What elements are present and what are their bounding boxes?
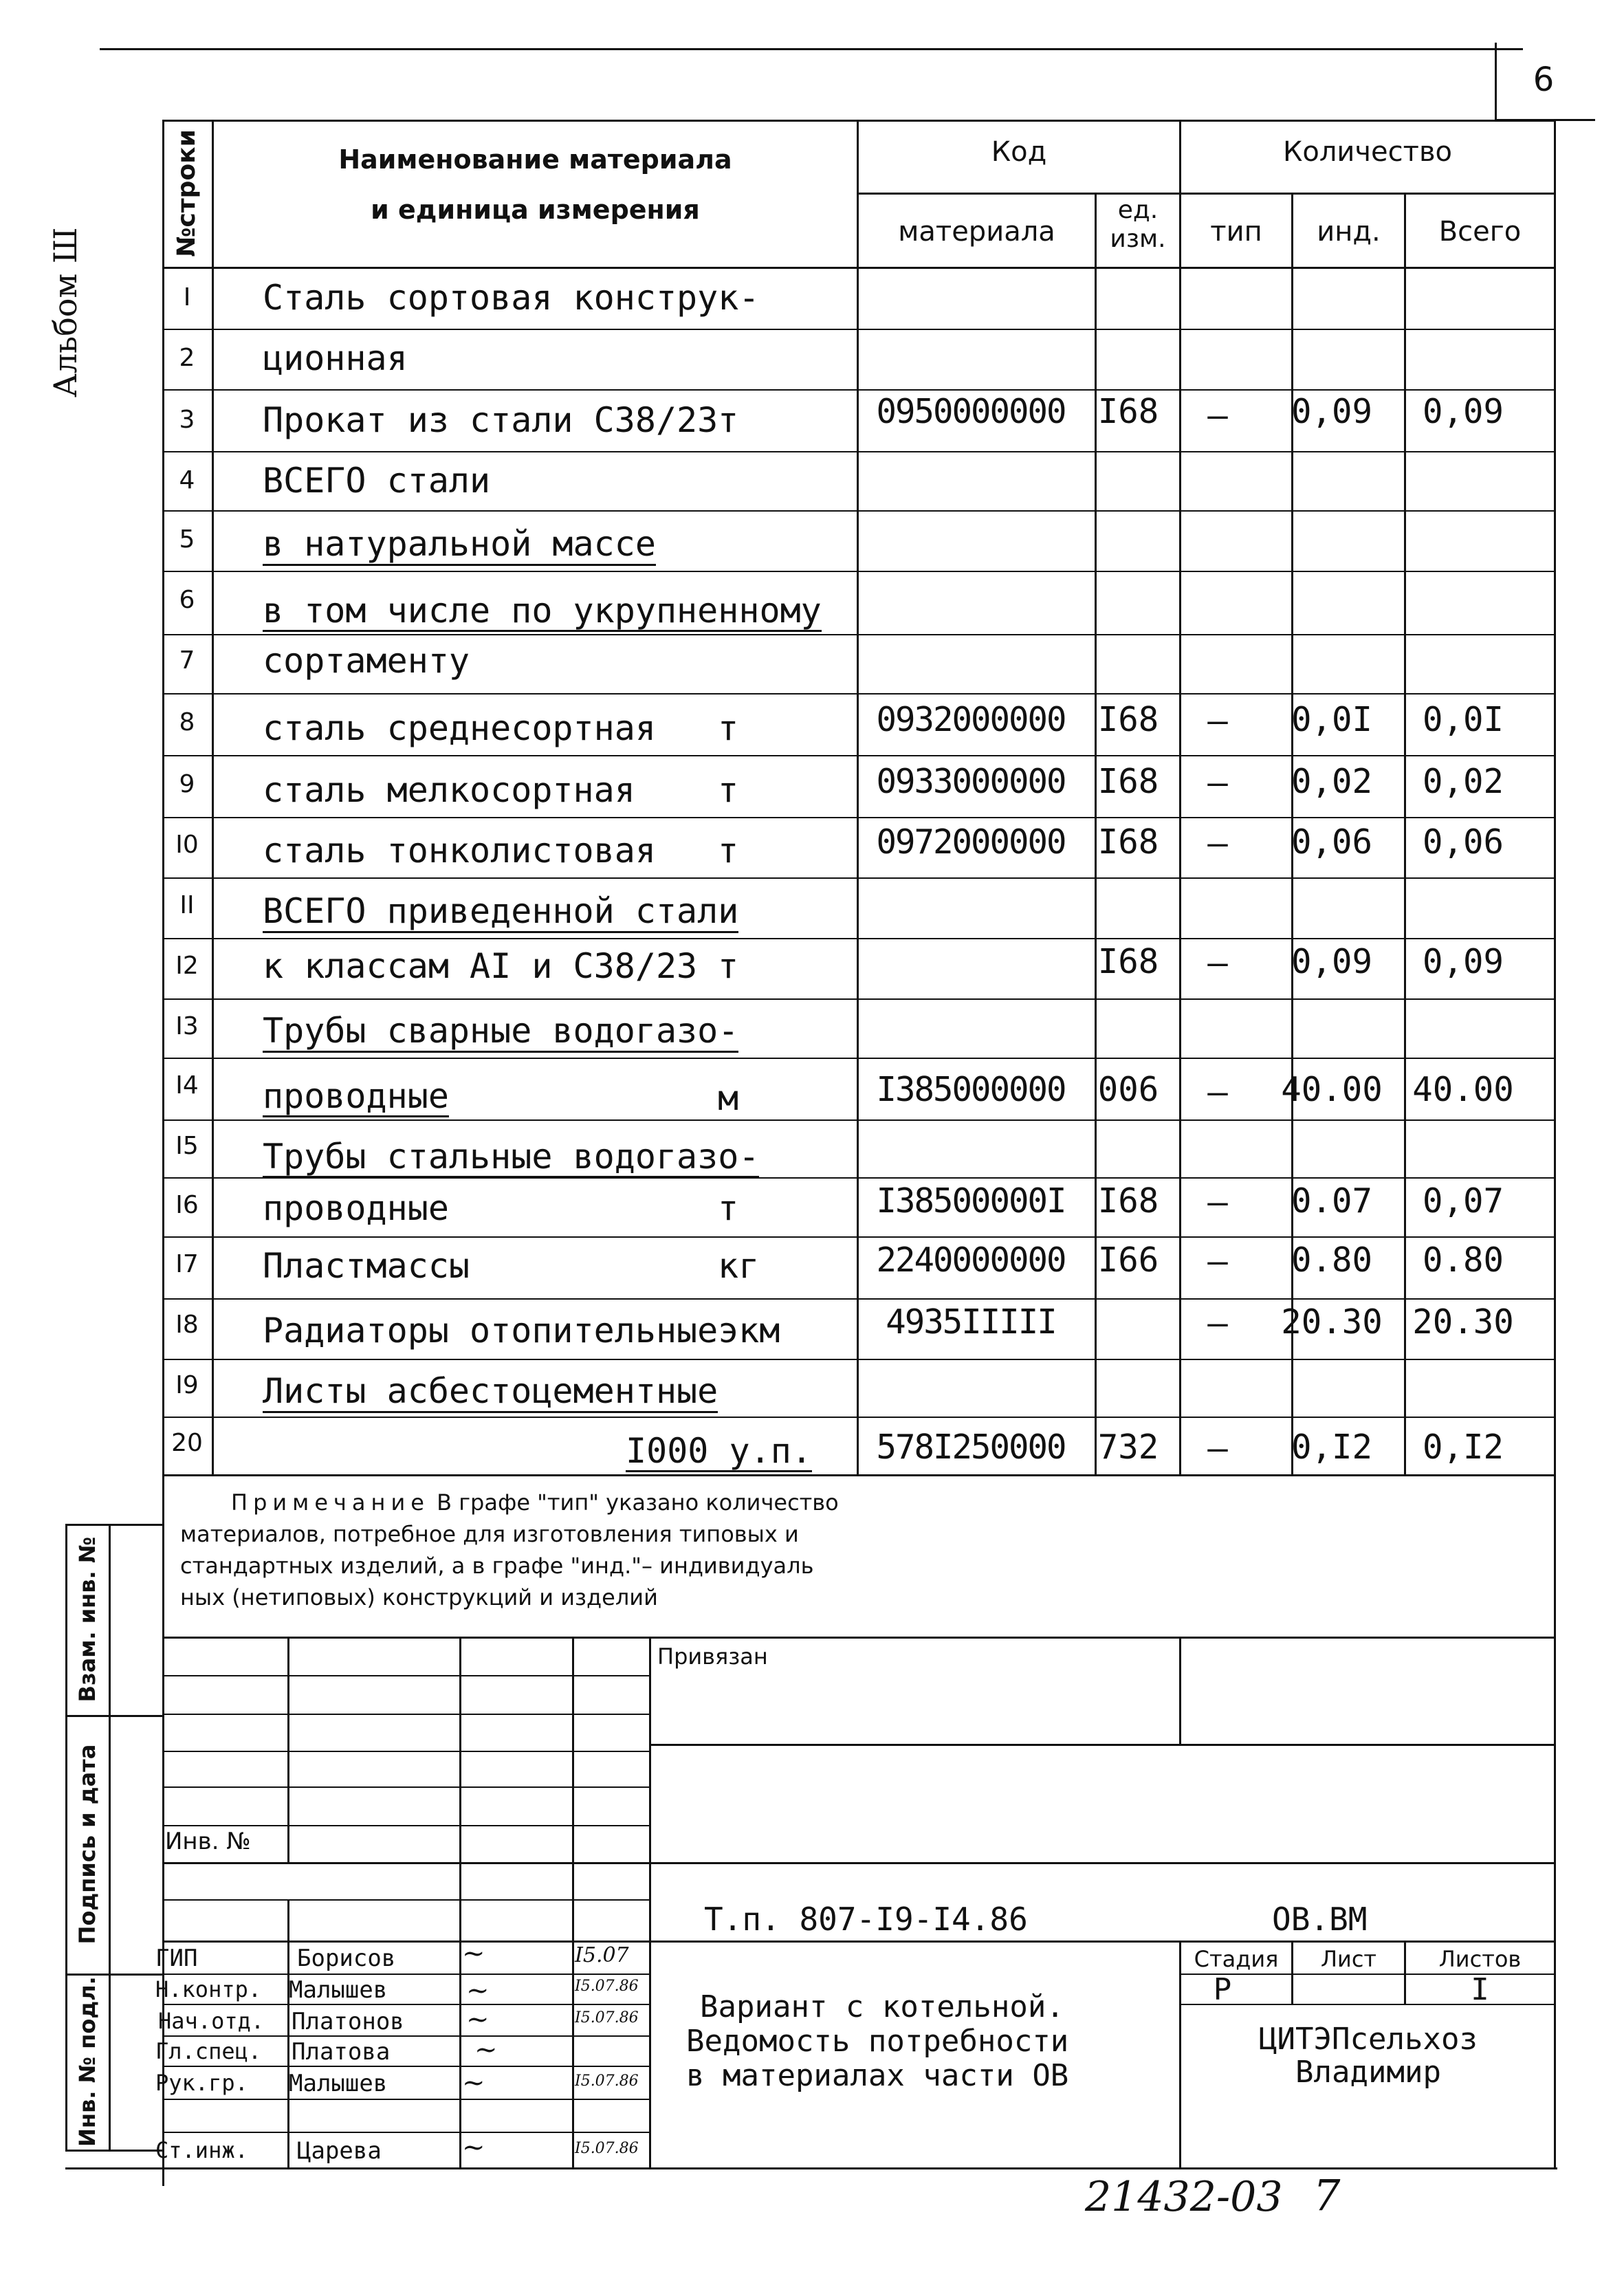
header-row-no: №строки — [173, 129, 201, 257]
row-type: – — [1207, 824, 1228, 863]
row-number: 6 — [179, 586, 195, 614]
doc-title-line3: в материалах части ОВ — [686, 2058, 1069, 2093]
row-name: в том числе по укрупненному — [263, 591, 822, 631]
row-number: I4 — [175, 1071, 199, 1100]
row-name: Листы асбестоцементные — [263, 1371, 718, 1413]
row-number: I5 — [175, 1132, 199, 1160]
row-unit: I68 — [1097, 1181, 1159, 1221]
row-number: I9 — [175, 1371, 199, 1399]
note-line2: материалов, потребное для изготовления типовых и — [180, 1521, 799, 1547]
row-name: ВСЕГО приведенной стали — [263, 891, 738, 933]
row-ind: 40.00 — [1281, 1070, 1383, 1109]
row-total: 0,0I — [1422, 700, 1504, 739]
row-total: 0.80 — [1422, 1240, 1504, 1280]
header-code-unit-line2: изм. — [1110, 225, 1166, 253]
row-type: – — [1207, 701, 1228, 741]
row-type: – — [1207, 1183, 1228, 1222]
row-number: I7 — [175, 1250, 199, 1278]
row-total: 0,07 — [1422, 1181, 1504, 1221]
row-unit-word: кг — [718, 1246, 760, 1286]
header-code-material: материала — [898, 216, 1055, 248]
row-number: I — [183, 283, 191, 311]
row-number: 2 — [179, 344, 195, 372]
row-name: ционная — [263, 338, 408, 378]
side-label-podpis-data: Подпись и дата — [74, 1744, 100, 1945]
note — [180, 1487, 1211, 1613]
row-name: сортаменту — [263, 641, 470, 681]
sheets-label: Листов — [1438, 1946, 1522, 1972]
row-name: сталь среднесортная — [263, 708, 656, 748]
row-name: сталь тонколистовая — [263, 831, 656, 871]
stage-value: Р — [1213, 1972, 1232, 2007]
row-number: I6 — [175, 1191, 199, 1219]
side-label-inv-podl: Инв. № подл. — [74, 1976, 100, 2147]
header-qty-total: Всего — [1438, 216, 1522, 248]
row-code: 0933000000 — [876, 762, 1066, 801]
date-ruk-gr: I5.07.86 — [575, 2073, 639, 2090]
row-unit: I66 — [1097, 1240, 1159, 1280]
row-number: I2 — [175, 952, 199, 980]
bottom-number: 21432-03 — [1085, 2173, 1283, 2221]
row-type: – — [1207, 763, 1228, 802]
date-n-kontr: I5.07.86 — [575, 1978, 639, 1995]
role-st-inzh: Ст.инж. — [155, 2137, 248, 2163]
row-code: 0972000000 — [876, 822, 1066, 862]
row-total: 0,09 — [1422, 942, 1504, 981]
signature: ~ — [462, 1938, 485, 1969]
doc-code: Т.п. 807-I9-I4.86 — [704, 1901, 1028, 1938]
doc-title — [686, 1990, 1068, 2093]
header-qty-ind: инд. — [1317, 216, 1381, 248]
row-type: – — [1207, 1429, 1228, 1468]
name-nach-otd: Платонов — [292, 2008, 404, 2035]
row-unit: I68 — [1097, 392, 1159, 431]
row-code: I385000000 — [876, 1070, 1066, 1109]
row-code: 4935IIIII — [886, 1302, 1056, 1342]
row-unit: I68 — [1097, 762, 1159, 801]
row-type: – — [1207, 1304, 1228, 1343]
row-name: проводные — [263, 1076, 449, 1116]
row-unit-word: I000 у.п. — [626, 1431, 812, 1471]
date-gip: I5.07 — [575, 1943, 629, 1967]
row-number: 3 — [179, 406, 195, 434]
header-name: Наименование материала — [338, 144, 732, 175]
name-ruk-gr: Малышев — [289, 2070, 388, 2097]
row-name: в натуральной массе — [263, 524, 656, 566]
row-total: 0,06 — [1422, 822, 1504, 862]
row-code: 0932000000 — [876, 700, 1066, 739]
org-line1: ЦИТЭПсельхоз — [1259, 2022, 1478, 2057]
header-code: Код — [991, 136, 1047, 168]
role-n-kontr: Н.контр. — [155, 1976, 262, 2002]
row-type: – — [1207, 1073, 1228, 1112]
row-name: Прокат из стали С38/23 — [263, 400, 718, 440]
row-ind: 0.80 — [1291, 1240, 1372, 1280]
row-ind: 0,06 — [1291, 822, 1372, 862]
header-name-line2: и единица измерения — [371, 195, 700, 225]
row-name: Пластмассы — [263, 1246, 470, 1286]
row-unit-word: т — [718, 1188, 739, 1228]
row-type: – — [1207, 943, 1228, 983]
row-ind: 0.07 — [1291, 1181, 1372, 1221]
signature: ~ — [462, 2067, 485, 2099]
row-ind: 20.30 — [1281, 1302, 1383, 1342]
row-name: ВСЕГО стали — [263, 461, 491, 501]
name-gl-spec: Платова — [292, 2038, 391, 2066]
row-name: сталь мелкосортная — [263, 770, 635, 810]
row-unit: I68 — [1097, 700, 1159, 739]
row-ind: 0,0I — [1291, 700, 1372, 739]
row-name: проводные — [263, 1188, 449, 1228]
header-qty-type: тип — [1210, 216, 1262, 248]
sheet-label: Лист — [1320, 1946, 1377, 1972]
row-code: I38500000I — [876, 1181, 1066, 1221]
row-unit: 006 — [1097, 1070, 1159, 1109]
header-quantity: Количество — [1282, 136, 1452, 168]
role-nach-otd: Нач.отд. — [158, 2008, 265, 2034]
row-number: 5 — [179, 525, 195, 554]
org-line2: Владимир — [1295, 2055, 1441, 2090]
row-ind: 0,09 — [1291, 942, 1372, 981]
note-line4: ных (нетиповых) конструкций и изделий — [180, 1584, 658, 1610]
doc-title-line1: Вариант с котельной. — [700, 1989, 1064, 2024]
row-number: 8 — [179, 708, 195, 736]
row-code: 0950000000 — [876, 392, 1066, 431]
privyazan-label: Привязан — [657, 1643, 768, 1670]
row-name: Трубы стальные водогазо- — [263, 1137, 760, 1177]
role-ruk-gr: Рук.гр. — [155, 2070, 248, 2096]
signature: ~ — [474, 2034, 498, 2066]
album-label: Альбом Ш — [47, 227, 84, 397]
row-unit-word: экм — [718, 1311, 780, 1351]
row-unit-word: т — [718, 946, 739, 986]
row-unit-word: т — [718, 708, 739, 748]
inv-no-label: Инв. № — [165, 1828, 251, 1855]
row-type: – — [1207, 396, 1228, 435]
row-number: 4 — [179, 466, 195, 494]
side-label-vzam-inv: Взам. инв. № — [74, 1536, 100, 1703]
signature: ~ — [462, 2132, 485, 2163]
row-ind: 0,02 — [1291, 762, 1372, 801]
doc-title-line2: Ведомость потребности — [686, 2024, 1069, 2059]
row-number: I3 — [175, 1012, 199, 1040]
date-st-inzh: I5.07.86 — [575, 2140, 639, 2157]
row-unit: 732 — [1097, 1428, 1159, 1467]
row-type: – — [1207, 1242, 1228, 1281]
name-st-inzh: Царева — [297, 2137, 382, 2165]
row-number: 7 — [179, 646, 195, 675]
doc-mark: ОВ.ВМ — [1272, 1901, 1368, 1938]
name-gip: Борисов — [297, 1945, 396, 1972]
row-name: к классам АI и С38/23 — [263, 946, 698, 986]
row-total: 40.00 — [1412, 1070, 1514, 1109]
row-number: I0 — [175, 831, 199, 859]
row-unit-word: т — [718, 770, 739, 810]
sheets-value: I — [1471, 1972, 1489, 2007]
row-total: 0,09 — [1422, 392, 1504, 431]
row-number: 20 — [171, 1429, 203, 1457]
stage-label: Стадия — [1194, 1946, 1279, 1972]
sheet-number: 6 — [1533, 61, 1555, 99]
row-unit-word: м — [718, 1078, 739, 1118]
row-total: 0,02 — [1422, 762, 1504, 801]
bottom-page: 7 — [1313, 2170, 1341, 2220]
row-unit-word: т — [718, 400, 739, 440]
row-total: 0,I2 — [1422, 1428, 1504, 1467]
row-name: Радиаторы отопительные — [263, 1311, 718, 1351]
header-code-unit-line1: ед. — [1117, 196, 1159, 224]
row-name: Трубы сварные водогазо- — [263, 1011, 738, 1053]
row-code: 2240000000 — [876, 1240, 1066, 1280]
signature: ~ — [466, 1975, 490, 2007]
row-code: 578I250000 — [876, 1428, 1066, 1467]
row-unit: I68 — [1097, 822, 1159, 862]
note-title: Примечание — [231, 1489, 430, 1516]
signature: ~ — [466, 2004, 490, 2035]
row-name: Сталь сортовая конструк- — [263, 278, 760, 318]
row-ind: 0,09 — [1291, 392, 1372, 431]
name-n-kontr: Малышев — [289, 1976, 388, 2004]
role-gl-spec: Гл.спец. — [155, 2038, 262, 2064]
note-line1: В графе "тип" указано количество — [429, 1489, 839, 1516]
note-line3: стандартных изделий, а в графе "инд."– индивидуаль — [180, 1553, 814, 1579]
row-unit-word: т — [718, 831, 739, 871]
row-total: 20.30 — [1412, 1302, 1514, 1342]
row-unit: I68 — [1097, 942, 1159, 981]
row-number: I8 — [175, 1311, 199, 1339]
row-number: 9 — [179, 770, 195, 798]
role-gip: ГИП — [155, 1945, 198, 1972]
row-ind: 0,I2 — [1291, 1428, 1372, 1467]
date-nach-otd: I5.07.86 — [575, 2009, 639, 2026]
row-number: II — [179, 891, 195, 919]
